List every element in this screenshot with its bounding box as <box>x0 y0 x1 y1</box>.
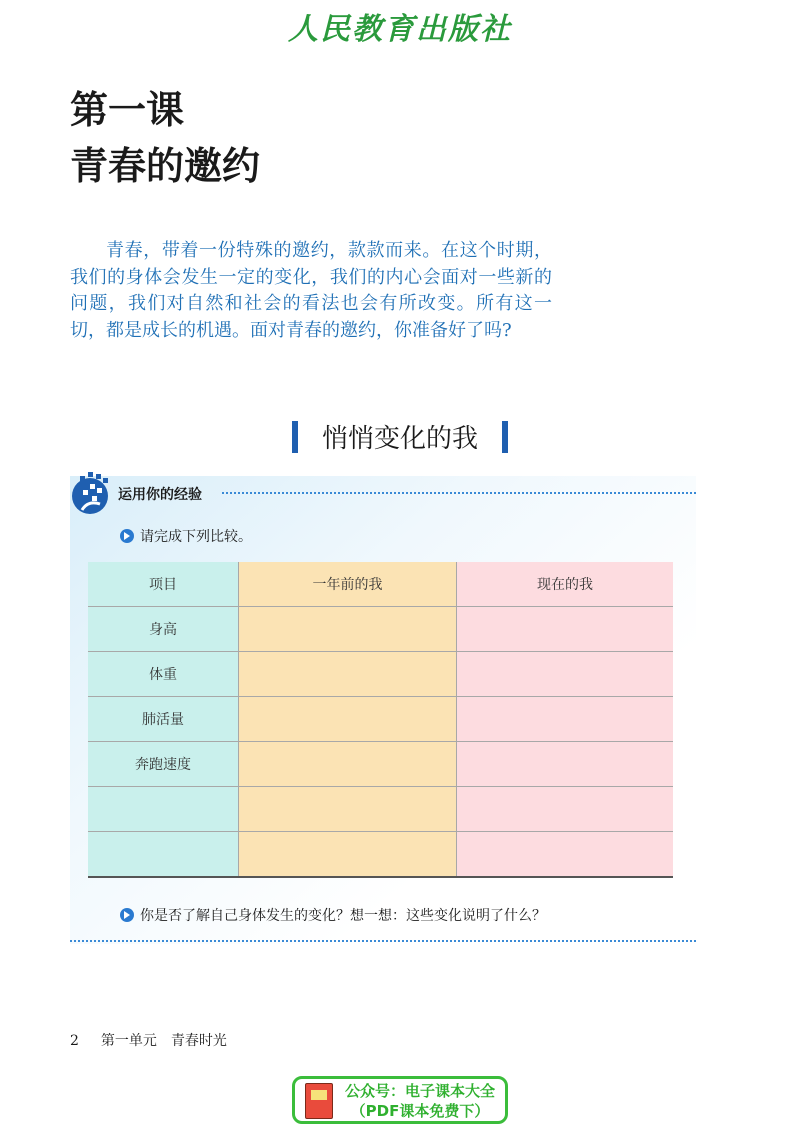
lesson-number: 第一课 <box>70 88 185 132</box>
table-row <box>88 607 673 652</box>
arrow-bullet-icon <box>120 529 134 543</box>
textbook-icon <box>305 1083 333 1119</box>
cell-now <box>457 607 674 652</box>
cell-year-ago <box>239 697 457 742</box>
row-label: 身高 <box>88 607 239 652</box>
cell-year-ago <box>239 787 457 832</box>
cell-now <box>457 787 674 832</box>
lesson-title: 青春的邀约 <box>70 144 261 188</box>
watermark-line2: （PDF课本免费下） <box>350 1102 490 1120</box>
table-row <box>88 652 673 697</box>
activity-bottom-divider <box>70 940 696 942</box>
intro-paragraph: 青春，带着一份特殊的邀约，款款而来。在这个时期，我们的身体会发生一定的变化，我们的内心会面对一些新的问题，我们对自然和社会的看法也会有所改变。所有这一切，都是成长的机遇。面对青春的邀约，你准备好了吗? <box>70 240 552 341</box>
page-number: 2 <box>70 1033 79 1049</box>
cell-year-ago <box>239 652 457 697</box>
page-footer <box>70 1030 227 1050</box>
table-row <box>88 787 673 832</box>
reflection-prompt <box>120 905 546 925</box>
cell-now <box>457 652 674 697</box>
unit-title: 第一单元 青春时光 <box>100 1033 227 1049</box>
cell-year-ago <box>239 832 457 878</box>
heading-bar-left <box>292 421 298 453</box>
activity-header: 运用你的经验 <box>118 487 202 503</box>
table-header-row <box>88 562 673 607</box>
comparison-table <box>88 562 673 878</box>
table-row <box>88 742 673 787</box>
compare-prompt-text: 请完成下列比较。 <box>140 529 252 545</box>
lesson-heading <box>70 82 260 194</box>
row-label <box>88 787 239 832</box>
publisher-logo: 人民教育出版社 <box>288 12 512 47</box>
row-label: 肺活量 <box>88 697 239 742</box>
header-now: 现在的我 <box>457 562 674 607</box>
heading-bar-right <box>502 421 508 453</box>
cell-year-ago <box>239 742 457 787</box>
watermark-badge <box>292 1076 508 1124</box>
cell-now <box>457 832 674 878</box>
activity-top-divider <box>222 492 696 494</box>
cell-year-ago <box>239 607 457 652</box>
header-year-ago: 一年前的我 <box>239 562 457 607</box>
row-label: 奔跑速度 <box>88 742 239 787</box>
cell-now <box>457 697 674 742</box>
table-row <box>88 697 673 742</box>
watermark-line1: 公众号：电子课本大全 <box>344 1082 495 1100</box>
arrow-bullet-icon <box>120 908 134 922</box>
experience-badge-icon <box>70 470 112 516</box>
watermark-text <box>339 1081 501 1121</box>
cell-now <box>457 742 674 787</box>
table-row <box>88 832 673 878</box>
header-item: 项目 <box>88 562 239 607</box>
reflection-prompt-text: 你是否了解自己身体发生的变化？想一想：这些变化说明了什么？ <box>140 908 546 924</box>
section-heading <box>0 418 800 456</box>
compare-prompt <box>120 526 252 546</box>
row-label <box>88 832 239 878</box>
section-title: 悄悄变化的我 <box>321 424 478 454</box>
row-label: 体重 <box>88 652 239 697</box>
